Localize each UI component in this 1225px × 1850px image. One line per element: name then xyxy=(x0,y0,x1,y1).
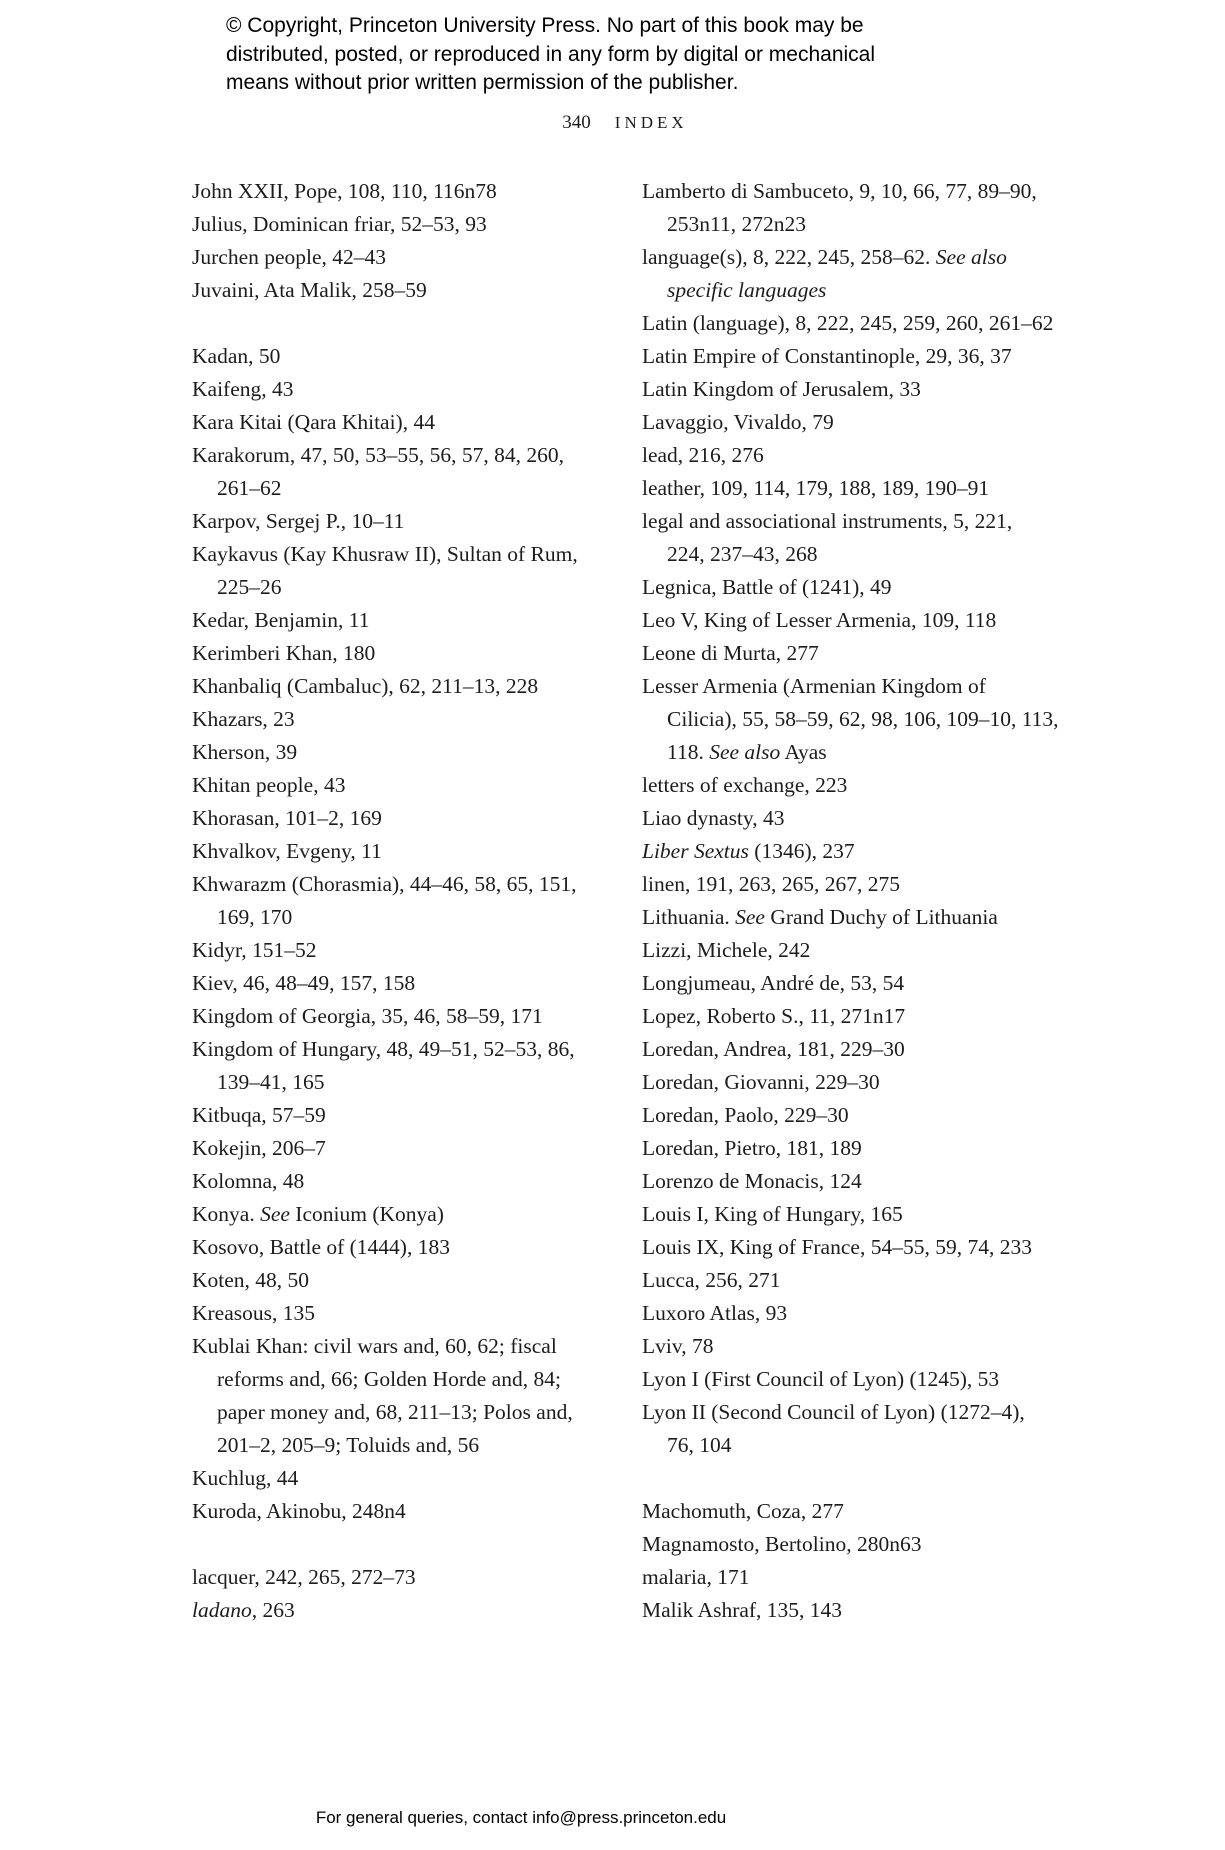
footer-text: For general queries, contact info@press.princeton.edu xyxy=(315,1808,727,1827)
entry-line: linen, 191, 263, 265, 267, 275 xyxy=(642,872,900,896)
index-entry xyxy=(192,406,632,439)
entry-line-continuation: 261–62 xyxy=(217,476,282,500)
index-entry xyxy=(642,901,1102,934)
index-entry xyxy=(192,175,632,208)
entry-line: Lucca, 256, 271 xyxy=(642,1268,781,1292)
index-entry xyxy=(192,1330,632,1462)
entry-line: Kuchlug, 44 xyxy=(192,1466,299,1490)
index-entry xyxy=(192,1033,632,1099)
index-entry xyxy=(192,1000,632,1033)
entry-line: Magnamosto, Bertolino, 280n63 xyxy=(642,1532,922,1556)
index-entry xyxy=(642,373,1102,406)
index-entry xyxy=(192,1231,632,1264)
index-entry xyxy=(642,472,1102,505)
entry-gap xyxy=(642,1462,1102,1495)
entry-line: Kaifeng, 43 xyxy=(192,377,294,401)
index-entry xyxy=(642,1330,1102,1363)
entry-line: Louis I, King of Hungary, 165 xyxy=(642,1202,903,1226)
entry-line: Julius, Dominican friar, 52–53, 93 xyxy=(192,212,487,236)
index-entry xyxy=(192,505,632,538)
page-footer xyxy=(0,1806,1042,1830)
entry-line: Kherson, 39 xyxy=(192,740,298,764)
entry-line: Kosovo, Battle of (1444), 183 xyxy=(192,1235,450,1259)
copyright-line-1: © Copyright, Princeton University Press. No part of this book may be xyxy=(226,14,864,37)
entry-line: Luxoro Atlas, 93 xyxy=(642,1301,788,1325)
entry-line: John XXII, Pope, 108, 110, 116n78 xyxy=(192,179,497,203)
entry-line-continuation: paper money and, 68, 211–13; Polos and, xyxy=(217,1400,573,1424)
index-entry xyxy=(642,637,1102,670)
index-entry xyxy=(192,637,632,670)
index-title: INDEX xyxy=(614,113,688,132)
entry-line: Loredan, Giovanni, 229–30 xyxy=(642,1070,880,1094)
index-entry xyxy=(192,604,632,637)
entry-line: Lesser Armenia (Armenian Kingdom of xyxy=(642,674,986,698)
entry-line: Longjumeau, André de, 53, 54 xyxy=(642,971,905,995)
index-entry xyxy=(192,439,632,505)
entry-line: Lizzi, Michele, 242 xyxy=(642,938,811,962)
entry-line: Legnica, Battle of (1241), 49 xyxy=(642,575,892,599)
entry-line: legal and associational instruments, 5, 221, xyxy=(642,509,1013,533)
index-entry xyxy=(642,241,1102,307)
entry-line: Kerimberi Khan, 180 xyxy=(192,641,376,665)
index-entry xyxy=(192,1099,632,1132)
index-entry xyxy=(642,1297,1102,1330)
entry-line: Machomuth, Coza, 277 xyxy=(642,1499,844,1523)
entry-line: Khanbaliq (Cambaluc), 62, 211–13, 228 xyxy=(192,674,539,698)
index-entry xyxy=(642,1396,1102,1462)
entry-line: Karakorum, 47, 50, 53–55, 56, 57, 84, 260, xyxy=(192,443,565,467)
entry-line: Lyon II (Second Council of Lyon) (1272–4), xyxy=(642,1400,1025,1424)
entry-line: Khazars, 23 xyxy=(192,707,295,731)
entry-line: malaria, 171 xyxy=(642,1565,750,1589)
index-entry xyxy=(192,1198,632,1231)
entry-line: Khwarazm (Chorasmia), 44–46, 58, 65, 151, xyxy=(192,872,577,896)
entry-line: Kreasous, 135 xyxy=(192,1301,316,1325)
index-entry xyxy=(192,835,632,868)
index-entry xyxy=(642,835,1102,868)
index-entry xyxy=(192,274,632,307)
entry-line: Kidyr, 151–52 xyxy=(192,938,317,962)
entry-line-continuation: 201–2, 205–9; Toluids and, 56 xyxy=(217,1433,480,1457)
entry-line: Lyon I (First Council of Lyon) (1245), 53 xyxy=(642,1367,1000,1391)
entry-line: Lamberto di Sambuceto, 9, 10, 66, 77, 89–90, xyxy=(642,179,1037,203)
entry-line: Lopez, Roberto S., 11, 271n17 xyxy=(642,1004,906,1028)
entry-line: Khitan people, 43 xyxy=(192,773,346,797)
entry-line: Lithuania. See Grand Duchy of Lithuania xyxy=(642,905,998,929)
index-entry xyxy=(192,868,632,934)
entry-line-continuation: 118. See also Ayas xyxy=(667,740,827,764)
index-entry xyxy=(192,703,632,736)
entry-line: Louis IX, King of France, 54–55, 59, 74, 233 xyxy=(642,1235,1032,1259)
entry-line-continuation: 139–41, 165 xyxy=(217,1070,325,1094)
entry-line: Koten, 48, 50 xyxy=(192,1268,310,1292)
index-entry xyxy=(192,934,632,967)
copyright-line-3: means without prior written permission of the publisher. xyxy=(226,71,739,94)
copyright-notice xyxy=(226,12,875,98)
entry-line-continuation: 253n11, 272n23 xyxy=(667,212,806,236)
page-number: 340 xyxy=(562,112,591,133)
entry-line: Loredan, Paolo, 229–30 xyxy=(642,1103,849,1127)
entry-line: Leo V, King of Lesser Armenia, 109, 118 xyxy=(642,608,997,632)
index-entry xyxy=(642,769,1102,802)
entry-line: Karpov, Sergej P., 10–11 xyxy=(192,509,405,533)
entry-line: Juvaini, Ata Malik, 258–59 xyxy=(192,278,427,302)
index-entry xyxy=(642,340,1102,373)
index-entry xyxy=(642,1066,1102,1099)
index-entry xyxy=(642,307,1102,340)
index-entry xyxy=(642,1264,1102,1297)
index-entry xyxy=(192,373,632,406)
italic-text: See also xyxy=(709,740,781,764)
entry-line: language(s), 8, 222, 245, 258–62. See also xyxy=(642,245,1007,269)
index-entry xyxy=(642,1528,1102,1561)
index-entry xyxy=(642,802,1102,835)
index-entry xyxy=(642,868,1102,901)
entry-line: Kiev, 46, 48–49, 157, 158 xyxy=(192,971,416,995)
entry-line: Kuroda, Akinobu, 248n4 xyxy=(192,1499,406,1523)
index-column-right xyxy=(642,175,1102,1627)
index-entry xyxy=(642,439,1102,472)
entry-gap xyxy=(192,307,632,340)
entry-line-continuation: 224, 237–43, 268 xyxy=(667,542,818,566)
entry-line: Lorenzo de Monacis, 124 xyxy=(642,1169,862,1193)
entry-line: Kaykavus (Kay Khusraw II), Sultan of Rum, xyxy=(192,542,578,566)
index-entry xyxy=(642,967,1102,1000)
index-entry xyxy=(642,1198,1102,1231)
index-entry xyxy=(642,604,1102,637)
entry-line: Malik Ashraf, 135, 143 xyxy=(642,1598,843,1622)
index-entry xyxy=(642,1495,1102,1528)
index-entry xyxy=(642,505,1102,571)
index-entry xyxy=(192,1462,632,1495)
index-entry xyxy=(642,1033,1102,1066)
entry-line: leather, 109, 114, 179, 188, 189, 190–91 xyxy=(642,476,990,500)
entry-line-continuation: 169, 170 xyxy=(217,905,293,929)
entry-line: Leone di Murta, 277 xyxy=(642,641,819,665)
index-entry xyxy=(642,934,1102,967)
entry-line-continuation: reforms and, 66; Golden Horde and, 84; xyxy=(217,1367,561,1391)
entry-line: Khorasan, 101–2, 169 xyxy=(192,806,382,830)
index-entry xyxy=(192,1264,632,1297)
italic-text: ladano xyxy=(192,1598,252,1622)
index-entry xyxy=(642,670,1102,769)
italic-text: See also xyxy=(935,245,1007,269)
copyright-line-2: distributed, posted, or reproduced in any form by digital or mechanical xyxy=(226,42,876,66)
entry-line: Kadan, 50 xyxy=(192,344,281,368)
index-column-left xyxy=(192,175,632,1627)
index-entry xyxy=(192,1594,632,1627)
entry-line: Latin Kingdom of Jerusalem, 33 xyxy=(642,377,921,401)
italic-text: See xyxy=(260,1202,290,1226)
index-entry xyxy=(192,340,632,373)
index-entry xyxy=(642,406,1102,439)
index-entry xyxy=(192,538,632,604)
entry-line: Kokejin, 206–7 xyxy=(192,1136,326,1160)
entry-line-continuation: Cilicia), 55, 58–59, 62, 98, 106, 109–10, 113, xyxy=(667,707,1059,731)
entry-line: Konya. See Iconium (Konya) xyxy=(192,1202,444,1226)
italic-text: See xyxy=(735,905,765,929)
entry-line: Latin Empire of Constantinople, 29, 36, 37 xyxy=(642,344,1012,368)
index-entry xyxy=(192,967,632,1000)
index-entry xyxy=(192,241,632,274)
index-entry xyxy=(192,1495,632,1528)
entry-line: Kedar, Benjamin, 11 xyxy=(192,608,370,632)
entry-line: Kublai Khan: civil wars and, 60, 62; fiscal xyxy=(192,1334,557,1358)
index-entry xyxy=(192,802,632,835)
index-entry xyxy=(192,1297,632,1330)
index-entry xyxy=(642,1363,1102,1396)
entry-line: Liber Sextus (1346), 237 xyxy=(642,839,855,863)
italic-text: Liber Sextus xyxy=(642,839,749,863)
index-entry xyxy=(192,1561,632,1594)
index-entry xyxy=(642,1594,1102,1627)
entry-line-continuation: 76, 104 xyxy=(667,1433,732,1457)
index-entry xyxy=(642,1231,1102,1264)
entry-line-continuation xyxy=(642,274,1102,307)
index-entry xyxy=(192,1132,632,1165)
entry-line: ladano, 263 xyxy=(192,1598,295,1622)
entry-line: Kingdom of Hungary, 48, 49–51, 52–53, 86, xyxy=(192,1037,575,1061)
index-entry xyxy=(192,670,632,703)
index-entry xyxy=(192,1165,632,1198)
entry-line: Lviv, 78 xyxy=(642,1334,714,1358)
index-entry xyxy=(642,1561,1102,1594)
entry-line: Loredan, Andrea, 181, 229–30 xyxy=(642,1037,905,1061)
index-entry xyxy=(192,208,632,241)
index-entry xyxy=(642,1099,1102,1132)
index-entry xyxy=(192,736,632,769)
entry-line: lacquer, 242, 265, 272–73 xyxy=(192,1565,416,1589)
index-entry xyxy=(642,1000,1102,1033)
entry-line: Jurchen people, 42–43 xyxy=(192,245,387,269)
entry-line-continuation: 225–26 xyxy=(217,575,282,599)
entry-line: Khvalkov, Evgeny, 11 xyxy=(192,839,382,863)
entry-line: Kingdom of Georgia, 35, 46, 58–59, 171 xyxy=(192,1004,543,1028)
entry-line: Loredan, Pietro, 181, 189 xyxy=(642,1136,862,1160)
index-entry xyxy=(642,1132,1102,1165)
index-entry xyxy=(642,571,1102,604)
entry-line: lead, 216, 276 xyxy=(642,443,764,467)
entry-gap xyxy=(192,1528,632,1561)
entry-line: Latin (language), 8, 222, 245, 259, 260, 261–62 xyxy=(642,311,1054,335)
entry-line: Kitbuqa, 57–59 xyxy=(192,1103,326,1127)
entry-line: letters of exchange, 223 xyxy=(642,773,848,797)
italic-text: specific languages xyxy=(667,278,827,302)
index-entry xyxy=(642,175,1102,241)
index-entry xyxy=(192,769,632,802)
entry-line: Kara Kitai (Qara Khitai), 44 xyxy=(192,410,435,434)
page-header xyxy=(192,112,1058,134)
index-entry xyxy=(642,1165,1102,1198)
entry-line: Kolomna, 48 xyxy=(192,1169,305,1193)
entry-line: Lavaggio, Vivaldo, 79 xyxy=(642,410,834,434)
entry-line: Liao dynasty, 43 xyxy=(642,806,785,830)
